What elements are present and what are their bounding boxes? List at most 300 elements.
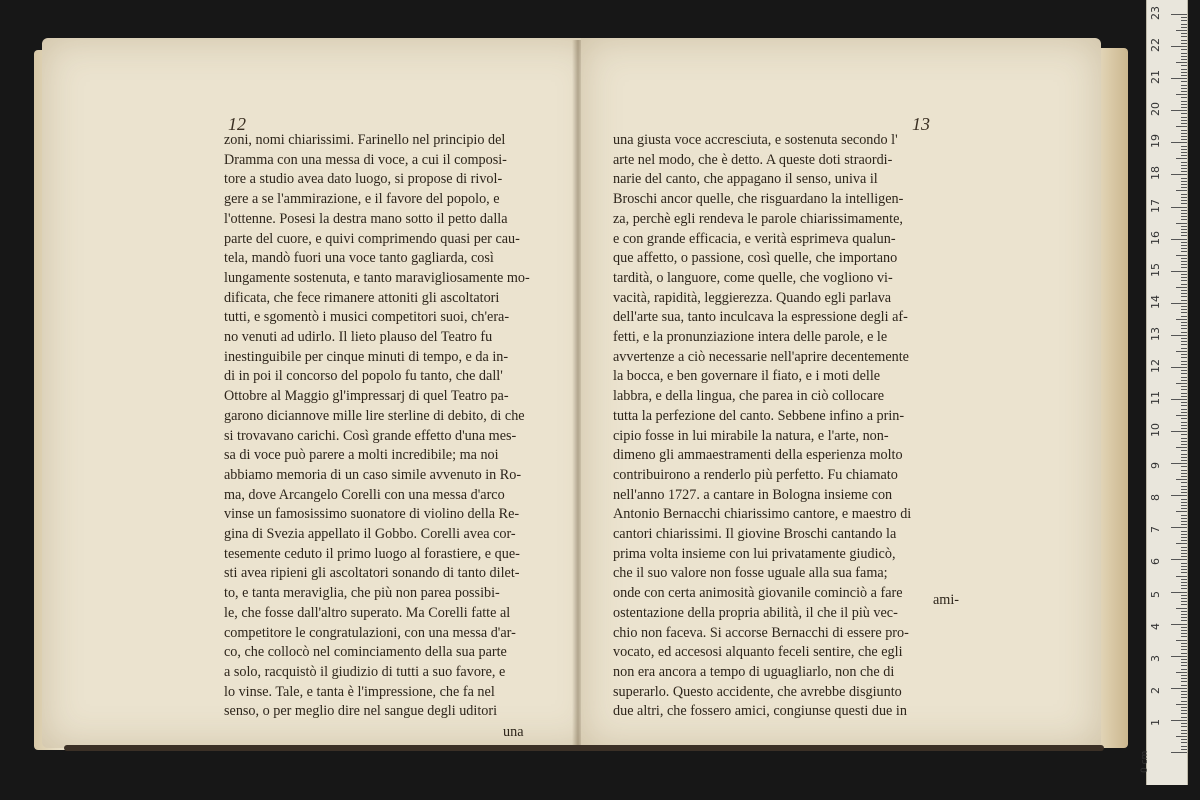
ruler-tick <box>1176 511 1187 512</box>
ruler-tick <box>1181 611 1187 612</box>
right-page-line: labbra, e della lingua, che parea in ciò collocare <box>613 388 884 405</box>
ruler-tick <box>1181 518 1187 519</box>
ruler-tick <box>1181 563 1187 564</box>
ruler-tick <box>1181 290 1187 291</box>
ruler-label: 22 <box>1149 38 1162 53</box>
ruler-tick <box>1181 53 1187 54</box>
ruler-tick <box>1181 418 1187 419</box>
ruler-tick <box>1181 123 1187 124</box>
right-page-line: cantori chiarissimi. Il giovine Broschi cantando la <box>613 526 897 543</box>
ruler-tick <box>1181 534 1187 535</box>
ruler-tick <box>1181 710 1187 711</box>
ruler-tick <box>1181 707 1187 708</box>
left-page-line: zoni, nomi chiarissimi. Farinello nel principio del <box>224 132 506 148</box>
ruler-tick <box>1181 691 1187 692</box>
ruler-tick <box>1181 466 1187 467</box>
ruler-tick <box>1181 649 1187 650</box>
ruler-tick <box>1181 393 1187 394</box>
ruler-tick <box>1181 617 1187 618</box>
right-page-text <box>613 131 911 722</box>
ruler-tick <box>1181 171 1187 172</box>
ruler-label: 20 <box>1149 102 1162 117</box>
ruler-tick <box>1181 216 1187 217</box>
ruler-tick <box>1181 274 1187 275</box>
left-page-line: senso, o per meglio dire nel sangue degli uditori <box>224 703 498 720</box>
ruler-tick <box>1176 190 1187 191</box>
left-page-line: lo vinse. Tale, e tanta è l'impressione, che fa nel <box>224 683 495 700</box>
right-page-line: dimeno gli ammaestramenti della esperienza molto <box>613 447 903 464</box>
ruler-tick <box>1181 364 1187 365</box>
right-page-line: vocato, ed accesosi alquanto feceli sentire, che egli <box>613 644 903 661</box>
ruler-tick <box>1176 479 1187 480</box>
ruler-tick <box>1171 559 1187 560</box>
left-page-line: l'ottenne. Posesi la destra mano sotto il petto dalla <box>224 210 508 227</box>
ruler-tick <box>1181 72 1187 73</box>
ruler-tick <box>1181 566 1187 567</box>
ruler-tick <box>1171 399 1187 400</box>
ruler-tick <box>1181 181 1187 182</box>
ruler-tick <box>1171 303 1187 304</box>
ruler-tick <box>1181 582 1187 583</box>
ruler-tick <box>1181 601 1187 602</box>
ruler-tick <box>1181 531 1187 532</box>
ruler-tick <box>1181 604 1187 605</box>
ruler-tick <box>1171 495 1187 496</box>
ruler-tick <box>1181 412 1187 413</box>
right-page <box>581 38 1101 748</box>
ruler-tick <box>1181 40 1187 41</box>
ruler-tick <box>1181 627 1187 628</box>
ruler-tick <box>1181 386 1187 387</box>
ruler-tick <box>1181 361 1187 362</box>
left-page-line: competitore le congratulazioni, con una messa d'ar- <box>224 624 516 641</box>
ruler-tick <box>1181 598 1187 599</box>
ruler-tick <box>1181 730 1187 731</box>
ruler-label: 1 <box>1149 718 1162 726</box>
ruler-tick <box>1181 20 1187 21</box>
right-page-line: Antonio Bernacchi chiarissimo cantore, e maestro di <box>613 506 912 523</box>
ruler-tick <box>1181 91 1187 92</box>
ruler-tick <box>1176 319 1187 320</box>
ruler-tick <box>1181 165 1187 166</box>
ruler-tick <box>1181 81 1187 82</box>
ruler-tick <box>1181 723 1187 724</box>
ruler-tick <box>1181 396 1187 397</box>
ruler-tick <box>1181 508 1187 509</box>
ruler-tick <box>1181 104 1187 105</box>
ruler-tick <box>1181 633 1187 634</box>
ruler-tick <box>1171 752 1187 753</box>
ruler-label: 3 <box>1149 654 1162 662</box>
ruler-tick <box>1181 653 1187 654</box>
ruler-tick <box>1171 688 1187 689</box>
ruler-tick <box>1181 258 1187 259</box>
ruler-tick <box>1181 662 1187 663</box>
ruler-tick <box>1181 251 1187 252</box>
ruler-tick <box>1181 428 1187 429</box>
ruler-tick <box>1181 24 1187 25</box>
ruler-tick <box>1181 59 1187 60</box>
ruler-tick <box>1181 733 1187 734</box>
ruler-tick <box>1181 332 1187 333</box>
ruler-tick <box>1181 120 1187 121</box>
right-catchword: ami- <box>933 592 959 608</box>
ruler-tick <box>1181 444 1187 445</box>
ruler-label: 2 <box>1149 686 1162 694</box>
ruler-tick <box>1181 139 1187 140</box>
ruler-label: 4 <box>1149 622 1162 630</box>
ruler-tick <box>1181 242 1187 243</box>
ruler-tick <box>1181 630 1187 631</box>
ruler-tick <box>1181 43 1187 44</box>
ruler-tick <box>1181 184 1187 185</box>
ruler-tick <box>1181 328 1187 329</box>
book-spread <box>24 30 1124 755</box>
ruler-tick <box>1176 30 1187 31</box>
ruler-tick <box>1181 316 1187 317</box>
ruler-tick <box>1171 335 1187 336</box>
right-page-line: la bocca, e ben governare il fiato, e i moti delle <box>613 368 881 385</box>
ruler-tick <box>1181 389 1187 390</box>
ruler-tick <box>1171 142 1187 143</box>
ruler-tick <box>1181 669 1187 670</box>
ruler-tick <box>1181 425 1187 426</box>
ruler-tick <box>1181 550 1187 551</box>
left-page-line: sti avea ripieni gli ascoltatori sonando di tanto dilet- <box>224 565 520 582</box>
ruler-tick <box>1181 438 1187 439</box>
ruler-tick <box>1181 146 1187 147</box>
ruler-label: 9 <box>1149 462 1162 470</box>
ruler-tick <box>1181 675 1187 676</box>
left-page-line: di in poi il concorso del popolo fu tanto, che dall' <box>224 368 503 385</box>
ruler-tick <box>1176 672 1187 673</box>
ruler-tick <box>1181 697 1187 698</box>
ruler-tick <box>1181 65 1187 66</box>
left-page-line: tutti, e sgomentò i musici competitori suoi, ch'era- <box>224 309 510 326</box>
ruler-label: 8 <box>1149 494 1162 502</box>
ruler-label: 21 <box>1149 70 1162 85</box>
ruler-tick <box>1176 223 1187 224</box>
ruler-tick <box>1181 402 1187 403</box>
right-page-line: tardità, o languore, come quelle, che vogliono vi- <box>613 269 893 286</box>
left-page-line: gina di Svezia appellato il Gobbo. Corelli avea cor- <box>224 526 516 543</box>
ruler-label: 19 <box>1149 134 1162 149</box>
ruler-label: 23 <box>1149 6 1162 20</box>
ruler-tick <box>1181 235 1187 236</box>
ruler-tick <box>1181 492 1187 493</box>
ruler-tick <box>1176 287 1187 288</box>
ruler-tick <box>1181 524 1187 525</box>
ruler-label: 14 <box>1149 294 1162 309</box>
ruler-tick <box>1181 264 1187 265</box>
ruler-tick <box>1181 284 1187 285</box>
ruler-tick <box>1176 383 1187 384</box>
ruler-tick <box>1171 46 1187 47</box>
left-page-line: vinse un famosissimo suonatore di violino della Re- <box>224 506 520 523</box>
ruler-tick <box>1176 415 1187 416</box>
left-page-number: 12 <box>228 114 246 134</box>
ruler-tick <box>1181 409 1187 410</box>
ruler-tick <box>1181 33 1187 34</box>
ruler-label: 5 <box>1149 590 1162 598</box>
right-page-line: non era ancora a tempo di uguagliarlo, non che di <box>613 663 895 680</box>
ruler-tick <box>1181 489 1187 490</box>
ruler-label: 10 <box>1149 423 1162 438</box>
ruler-tick <box>1181 553 1187 554</box>
ruler-tick <box>1181 434 1187 435</box>
ruler-tick <box>1181 742 1187 743</box>
ruler-tick <box>1176 640 1187 641</box>
book-spine-bottom <box>64 745 1104 751</box>
ruler-tick <box>1181 749 1187 750</box>
ruler-tick <box>1181 450 1187 451</box>
ruler-tick <box>1181 572 1187 573</box>
ruler-tick <box>1181 595 1187 596</box>
right-page-line: ostentazione della propria abilità, il che il più vec- <box>613 604 898 621</box>
ruler-tick <box>1181 694 1187 695</box>
left-page-line: tore a studio avea dato luogo, si propose di rivol- <box>224 171 503 188</box>
ruler-tick <box>1171 527 1187 528</box>
ruler-tick <box>1181 470 1187 471</box>
ruler-tick <box>1181 685 1187 686</box>
right-page-line: vacità, rapidità, leggierezza. Quando egli parlava <box>613 289 892 306</box>
left-catchword: una <box>503 724 524 740</box>
ruler-tick <box>1181 377 1187 378</box>
ruler-tick <box>1181 460 1187 461</box>
ruler-tick <box>1171 239 1187 240</box>
ruler-label: 7 <box>1149 526 1162 534</box>
ruler-tick <box>1171 78 1187 79</box>
ruler-tick <box>1181 210 1187 211</box>
ruler-tick <box>1181 348 1187 349</box>
ruler-label: 12 <box>1149 358 1162 373</box>
left-page-line: parte del cuore, e quivi comprimendo quasi per cau- <box>224 230 520 247</box>
ruler-tick <box>1181 187 1187 188</box>
ruler-tick <box>1181 643 1187 644</box>
ruler-tick <box>1181 482 1187 483</box>
ruler-tick <box>1181 309 1187 310</box>
ruler-tick <box>1181 101 1187 102</box>
ruler-tick <box>1181 380 1187 381</box>
right-page-line: Broschi ancor quelle, che risguardano la intelligen- <box>613 191 904 208</box>
right-page-line: e con grande efficacia, e verità esprimeva qualun- <box>613 230 896 247</box>
ruler-tick <box>1171 14 1187 15</box>
right-page-line: avvertenze a ciò necessarie nell'aprire decentemente <box>613 348 909 365</box>
left-page-line: to, e tanta meraviglia, che più non parea possibi- <box>224 585 500 602</box>
ruler-tick <box>1181 681 1187 682</box>
ruler-tick <box>1181 197 1187 198</box>
ruler-tick <box>1181 515 1187 516</box>
ruler-tick <box>1181 149 1187 150</box>
ruler-tick <box>1181 267 1187 268</box>
ruler-tick <box>1171 656 1187 657</box>
left-page-line: garono diciannove mille lire sterline di debito, di che <box>224 407 525 424</box>
ruler-tick <box>1181 296 1187 297</box>
ruler-tick <box>1171 110 1187 111</box>
ruler-tick <box>1181 85 1187 86</box>
ruler-tick <box>1181 540 1187 541</box>
ruler-tick <box>1181 69 1187 70</box>
right-page-line: prima volta insieme con lui privatamente giudicò, <box>613 545 896 562</box>
right-page-line: onde con certa animosità giovanile cominciò a fare <box>613 585 903 602</box>
left-page-text <box>224 131 530 722</box>
right-page-line: chio non faceva. Si accorse Bernacchi di essere pro- <box>613 624 909 641</box>
left-page-line: inestinguibile per cinque minuti di tempo, e da in- <box>224 348 509 365</box>
ruler-tick <box>1181 229 1187 230</box>
ruler-tick <box>1181 357 1187 358</box>
left-page-line: a solo, racquistò il giudizio di tutti a suo favore, e <box>224 663 506 680</box>
ruler-tick <box>1181 569 1187 570</box>
ruler-tick <box>1181 213 1187 214</box>
ruler-tick <box>1181 620 1187 621</box>
left-page-line: lungamente sostenuta, e tanto maravigliosamente mo- <box>224 269 530 286</box>
ruler-tick <box>1171 431 1187 432</box>
ruler-tick <box>1171 207 1187 208</box>
ruler-tick <box>1181 219 1187 220</box>
right-page-line: dell'arte sua, tanto inculcava la espressione degli af- <box>613 309 908 326</box>
ruler-tick <box>1181 547 1187 548</box>
ruler-tick <box>1181 203 1187 204</box>
ruler-tick <box>1181 162 1187 163</box>
ruler-label: 13 <box>1149 326 1162 341</box>
ruler-tick <box>1181 322 1187 323</box>
ruler-tick <box>1181 75 1187 76</box>
ruler-tick <box>1181 56 1187 57</box>
ruler-tick <box>1181 579 1187 580</box>
ruler-tick <box>1181 245 1187 246</box>
ruler-tick <box>1181 117 1187 118</box>
measurement-ruler <box>1140 0 1188 785</box>
ruler-tick <box>1181 133 1187 134</box>
ruler-tick <box>1181 499 1187 500</box>
ruler-tick <box>1181 226 1187 227</box>
ruler-tick <box>1181 97 1187 98</box>
right-page-line: una giusta voce accresciuta, e sostenuta secondo l' <box>613 132 898 148</box>
ruler-tick <box>1181 502 1187 503</box>
ruler-tick <box>1181 354 1187 355</box>
ruler-tick <box>1181 678 1187 679</box>
ruler-tick <box>1181 585 1187 586</box>
ruler-unit: 0 cm <box>1140 750 1150 773</box>
ruler-tick <box>1171 367 1187 368</box>
right-page-line: nell'anno 1727. a cantare in Bologna insieme con <box>613 486 893 503</box>
ruler-tick <box>1181 280 1187 281</box>
left-page <box>42 38 599 748</box>
ruler-tick <box>1181 739 1187 740</box>
ruler-tick <box>1181 556 1187 557</box>
right-page-line: due altri, che fossero amici, congiunse questi due in <box>613 703 907 720</box>
ruler-tick <box>1181 178 1187 179</box>
right-page-line: za, perchè egli rendeva le parole chiarissimamente, <box>613 210 903 227</box>
right-page-line: fetti, e la pronunziazione intera delle parole, e le <box>613 329 888 346</box>
ruler-tick <box>1176 94 1187 95</box>
ruler-tick <box>1181 27 1187 28</box>
left-page-line: no venuti ad udirlo. Il lieto plauso del Teatro fu <box>224 329 493 346</box>
ruler-tick <box>1171 271 1187 272</box>
left-page-line: co, che collocò nel cominciamento della sua parte <box>224 644 507 661</box>
ruler-tick <box>1181 36 1187 37</box>
ruler-tick <box>1181 646 1187 647</box>
ruler-tick <box>1176 158 1187 159</box>
ruler-tick <box>1176 62 1187 63</box>
ruler-label: 18 <box>1149 166 1162 181</box>
ruler-tick <box>1181 701 1187 702</box>
ruler-label: 16 <box>1149 230 1162 245</box>
ruler-tick <box>1181 88 1187 89</box>
ruler-tick <box>1181 659 1187 660</box>
left-page-line: ma, dove Arcangelo Corelli con una messa d'arco <box>224 486 505 503</box>
right-page-line: superarlo. Questo accidente, che avrebbe disgiunto <box>613 683 902 700</box>
ruler-tick <box>1181 338 1187 339</box>
ruler-tick <box>1181 746 1187 747</box>
left-page-line: dificata, che fece rimanere attoniti gli ascoltatori <box>224 289 500 306</box>
left-page-line: sa di voce può parere a molti incredibile; ma noi <box>224 447 499 464</box>
right-page-line: arte nel modo, che è detto. A queste doti straordi- <box>613 151 893 168</box>
left-page-line: Ottobre al Maggio gl'impressarj di quel Teatro pa- <box>224 388 509 405</box>
ruler-tick <box>1171 463 1187 464</box>
right-page-line: que affetto, o passione, così quelle, che importano <box>613 250 898 267</box>
left-page-line: abbiamo memoria di un caso simile avvenuto in Ro- <box>224 466 522 483</box>
ruler-tick <box>1181 136 1187 137</box>
ruler-tick <box>1181 726 1187 727</box>
ruler-tick <box>1181 476 1187 477</box>
ruler-label: 17 <box>1149 198 1162 213</box>
ruler-tick <box>1181 713 1187 714</box>
left-page-line: Dramma con una messa di voce, a cui il composi- <box>224 151 507 168</box>
ruler-tick <box>1176 255 1187 256</box>
ruler-tick <box>1181 293 1187 294</box>
ruler-tick <box>1181 636 1187 637</box>
ruler-tick <box>1181 341 1187 342</box>
ruler-label: 11 <box>1149 391 1162 406</box>
ruler-tick <box>1171 592 1187 593</box>
ruler-tick <box>1181 344 1187 345</box>
ruler-tick <box>1176 736 1187 737</box>
ruler-tick <box>1181 113 1187 114</box>
ruler-tick <box>1181 370 1187 371</box>
ruler-tick <box>1181 107 1187 108</box>
left-page-line: tela, mandò fuori una voce tanto gagliarda, così <box>224 250 494 267</box>
ruler-tick <box>1181 588 1187 589</box>
right-page-line: narie del canto, che appagano il senso, univa il <box>613 171 878 188</box>
ruler-tick <box>1171 624 1187 625</box>
left-page-line: tesemente ceduto il primo luogo al forastiere, e que- <box>224 545 520 562</box>
ruler-tick <box>1171 174 1187 175</box>
ruler-tick <box>1181 441 1187 442</box>
ruler-tick <box>1181 521 1187 522</box>
ruler-tick <box>1181 168 1187 169</box>
ruler-label: 15 <box>1149 262 1162 277</box>
ruler-tick <box>1181 194 1187 195</box>
ruler-tick <box>1181 373 1187 374</box>
right-page-line: cipio fosse in lui mirabile la natura, e l'arte, non- <box>613 427 889 444</box>
left-page-line: si trovavano carichi. Così grande effetto d'una mes- <box>224 427 517 444</box>
ruler-tick <box>1176 576 1187 577</box>
ruler-tick <box>1181 454 1187 455</box>
ruler-tick <box>1181 665 1187 666</box>
ruler-tick <box>1176 704 1187 705</box>
ruler-tick <box>1181 457 1187 458</box>
ruler-tick <box>1181 405 1187 406</box>
right-page-number: 13 <box>912 114 930 134</box>
ruler-tick <box>1181 261 1187 262</box>
ruler-tick <box>1181 49 1187 50</box>
ruler-tick <box>1181 325 1187 326</box>
ruler-tick <box>1176 126 1187 127</box>
right-page-line: che il suo valore non fosse uguale alla sua fama; <box>613 565 888 582</box>
ruler-tick <box>1181 277 1187 278</box>
ruler-tick <box>1181 248 1187 249</box>
